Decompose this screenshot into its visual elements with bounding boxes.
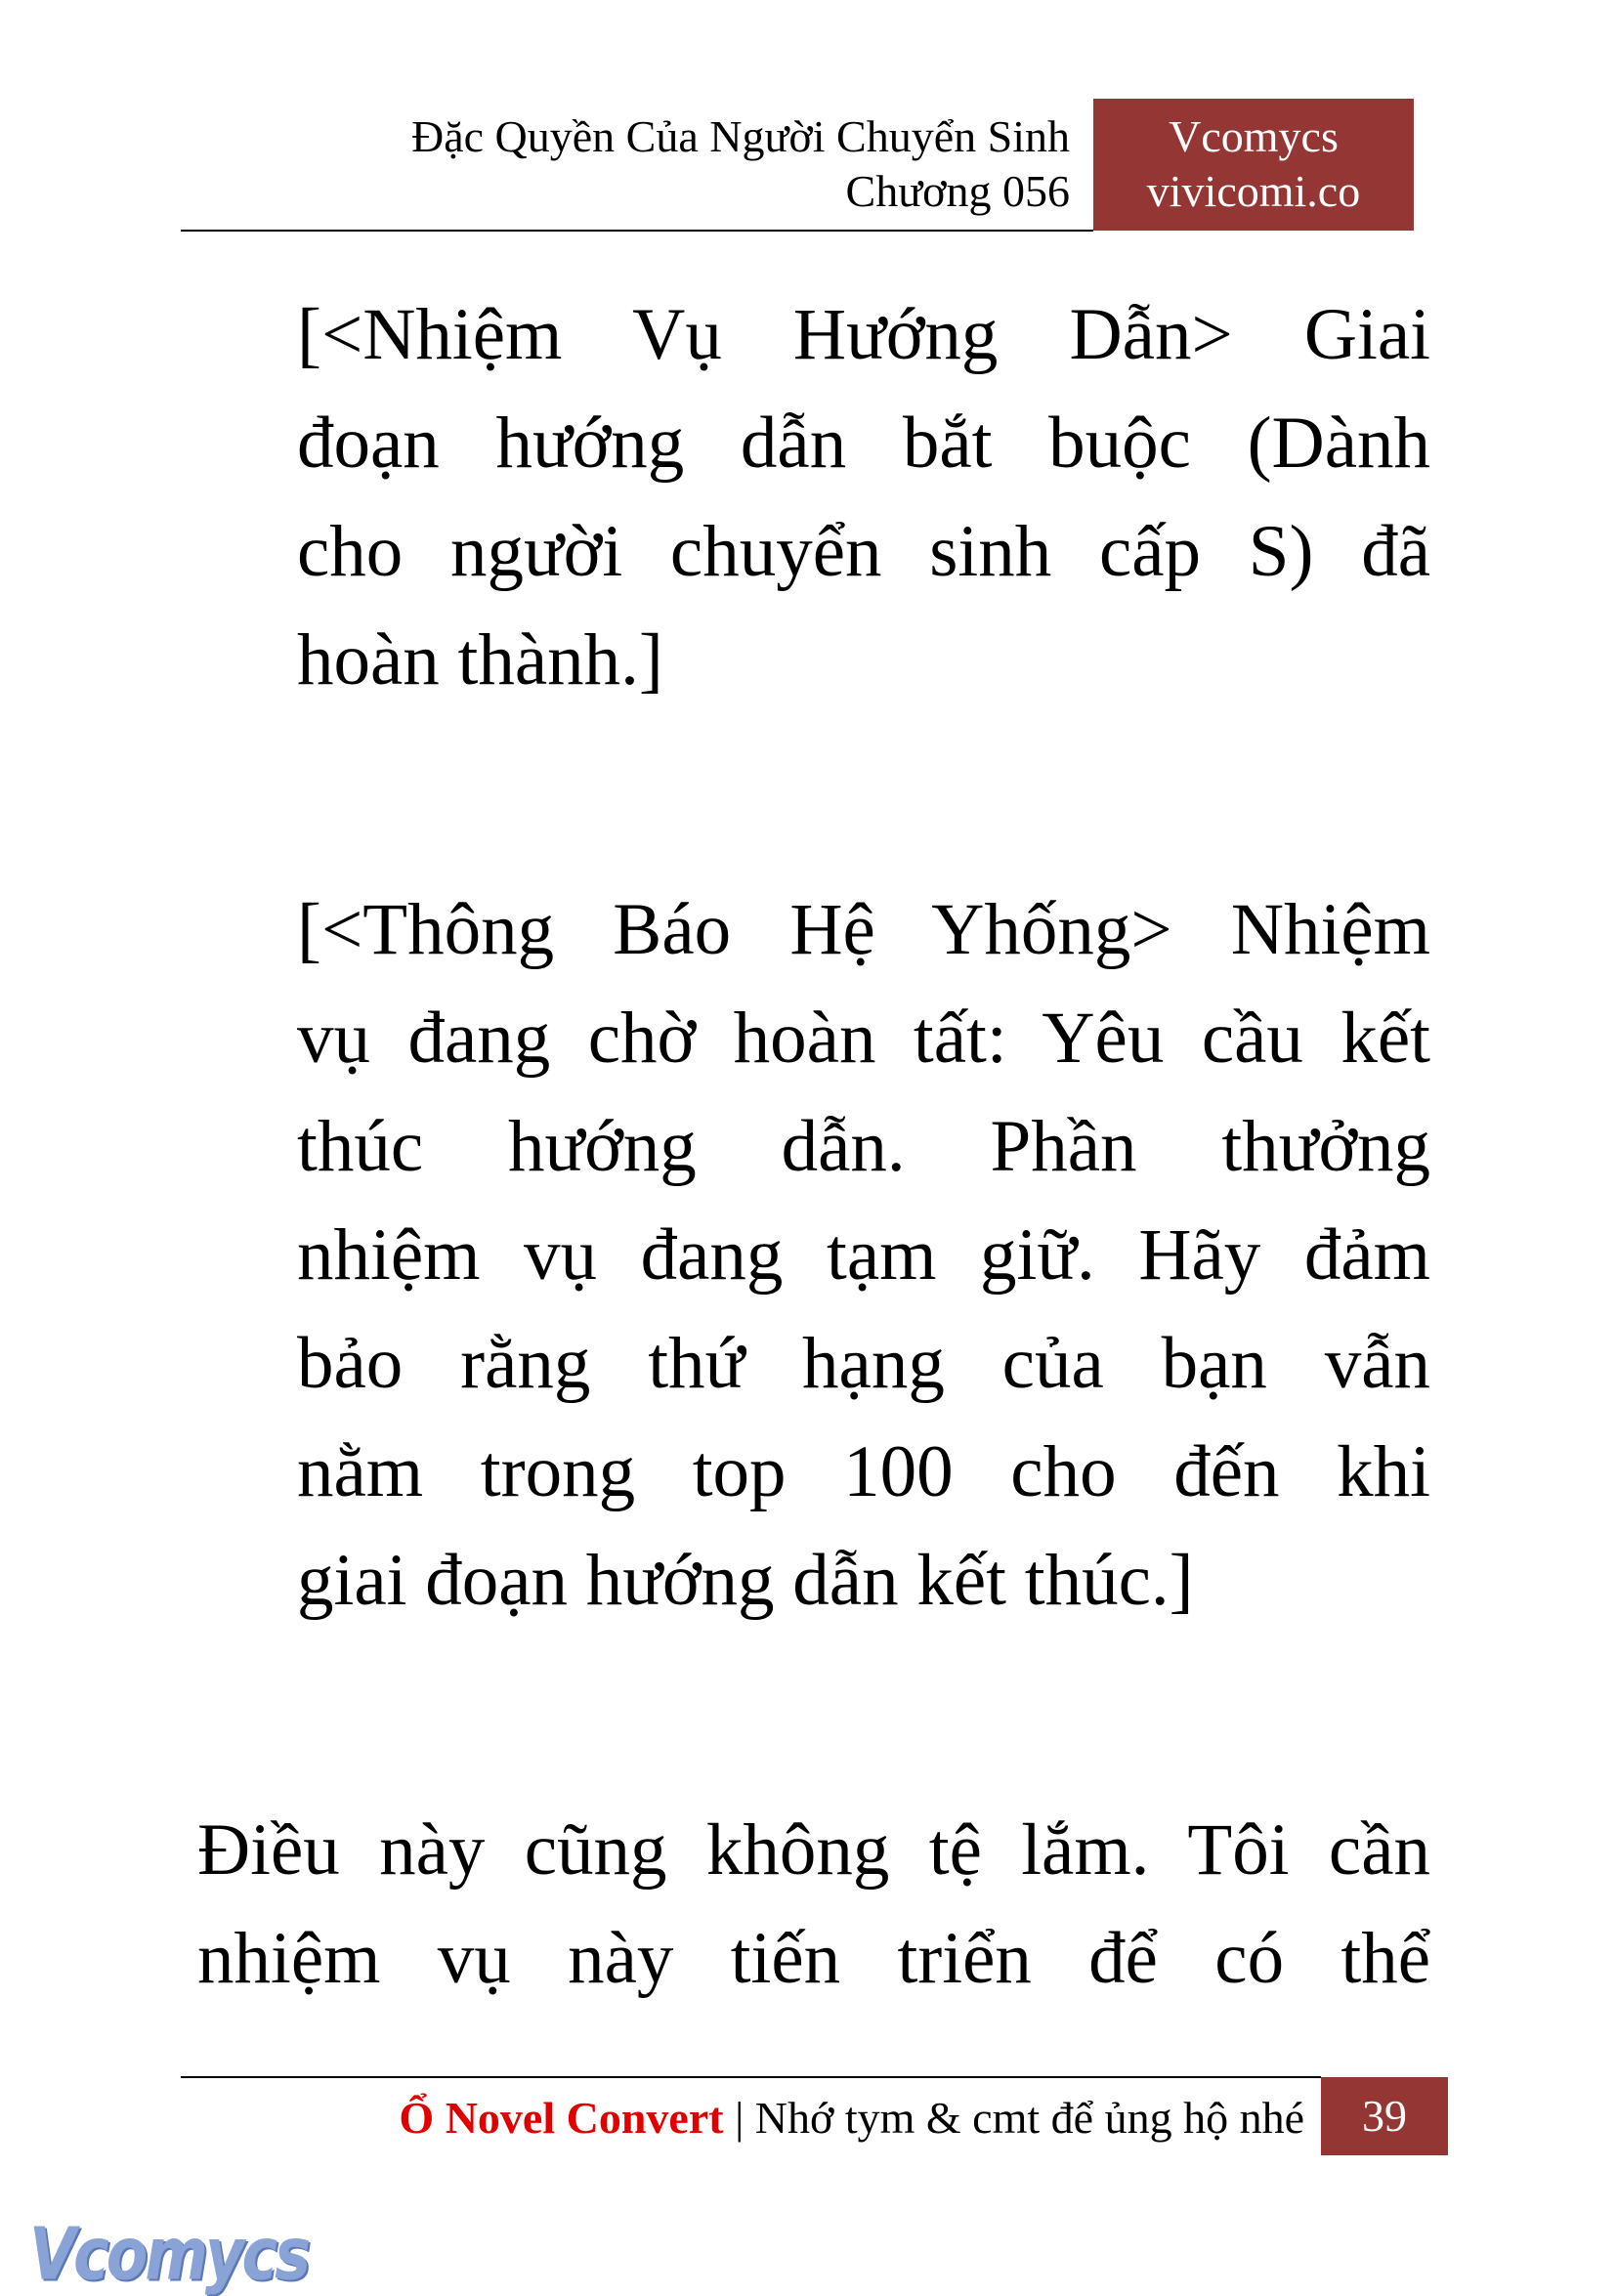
header-divider	[181, 230, 1093, 232]
brand-site: vivicomi.co	[1146, 166, 1361, 216]
text-line: nằm trong top 100 cho đến khi	[297, 1431, 1430, 1512]
text-line: thúc hướng dẫn. Phần thưởng	[297, 1106, 1430, 1187]
text-line: giai đoạn hướng dẫn kết thúc.]	[297, 1540, 1194, 1621]
paragraph-narration	[197, 1796, 1430, 2013]
footer-brand: Ổ Novel Convert	[399, 2093, 724, 2143]
text-line: bảo rằng thứ hạng của bạn vẫn	[297, 1323, 1430, 1404]
text-line: cho người chuyển sinh cấp S) đã	[297, 511, 1430, 592]
paragraph-system-message-1	[297, 280, 1430, 714]
chapter-label: Chương 056	[845, 166, 1070, 216]
text-line: nhiệm vụ đang tạm giữ. Hãy đảm	[297, 1214, 1430, 1296]
running-footer	[399, 2089, 1304, 2147]
text-line: nhiệm vụ này tiến triển để có thể	[197, 1918, 1430, 1999]
footer-divider	[181, 2076, 1321, 2078]
footer-message: Nhớ tym & cmt để ủng hộ nhé	[754, 2093, 1304, 2143]
vcomycs-logo-watermark: Vcomycs	[29, 2210, 309, 2296]
page-number: 39	[1321, 2077, 1448, 2155]
text-line: hoàn thành.]	[297, 619, 663, 701]
brand-box	[1093, 99, 1414, 231]
footer-separator: |	[735, 2093, 745, 2143]
brand-name: Vcomycs	[1169, 111, 1339, 161]
text-line: [<Nhiệm Vụ Hướng Dẫn> Giai	[297, 294, 1430, 375]
text-line: đoạn hướng dẫn bắt buộc (Dành	[297, 403, 1430, 484]
book-title: Đặc Quyền Của Người Chuyển Sinh	[410, 111, 1070, 161]
paragraph-system-message-2	[297, 875, 1430, 1635]
text-line: [<Thông Báo Hệ Yhống> Nhiệm	[297, 889, 1430, 970]
text-line: vụ đang chờ hoàn tất: Yêu cầu kết	[297, 998, 1430, 1079]
text-line: Điều này cũng không tệ lắm. Tôi cần	[197, 1809, 1430, 1891]
running-header	[411, 109, 1070, 219]
